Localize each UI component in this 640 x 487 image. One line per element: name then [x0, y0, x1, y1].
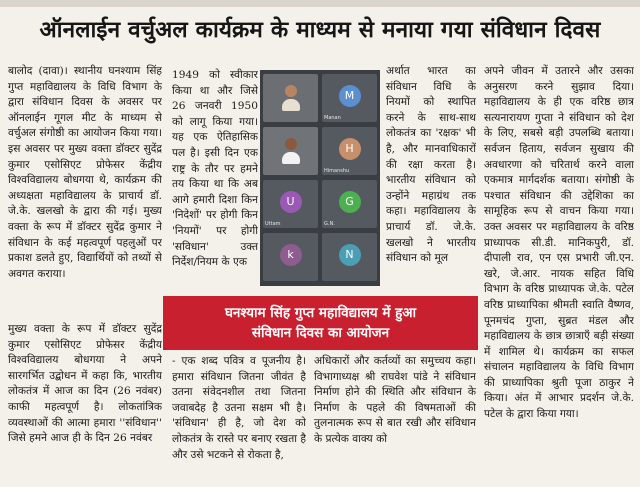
paragraph: अपने जीवन में उतारने और उसका अनुसरण करने सुझाव दिया। महाविद्यालय के ही एक वरिष्ठ छात्र सत्यनारायण गुप्ता ने संविधान को देश के लिए, सबसे बड़ी उपलब्धि बताया। सर्वजन हिताय, सर्वजन सुखाय की अवधारणा को चरितार्थ करने वाला एकमात्र मार्गदर्शक बताया। संगोष्ठी के पश्चात संविधान की उद्देशिका का सामूहिक रूप से वाचन किया गया। उक्त अवसर पर महाविद्यालय के वरिष्ठ प्राध्यापक सी.डी. मानिकपुरी, डॉ. दीपाली राव, एन एस प्रभारी जी.एन. खरे, जे.आर. नायक सहित विधि विभाग के वरिष्ठ प्राध्यापक जे.के. पटेल वरिष्ठ प्राध्यापिका श्रीमती स्वाति वैष्णव, पूनमचंद गुप्ता, सुब्रत मंडल और महाविद्यालय के छात्र छात्राएँ बड़ी संख्या में शामिल थे। कार्यक्रम का सफल संचालन महाविद्यालय के विधि विभाग की प्राध्यापिका श्रुती पूजा ठाकुर ने किया। अंत में आभार प्रदर्शन जे.के. पटेल के द्वारा किया गया।	[484, 65, 634, 421]
avatar: M	[339, 85, 361, 107]
paragraph: - एक शब्द पवित्र व पूजनीय है। हमारा संविधान जितना जीवंत है उतना संवेदनशील तथा जितना जवाबदेह है उतना सक्षम भी है। 'संविधान' ही है, जो देश को लोकतंत्र के रास्ते पर बनाए रखता है और उसे भटकने से रोकता है,	[172, 355, 306, 461]
avatar: k	[280, 244, 302, 266]
video-tile	[322, 74, 377, 122]
avatar: G	[339, 191, 361, 213]
column-1-bottom	[8, 322, 162, 482]
subheadline-banner	[163, 296, 478, 350]
banner-line-1: घनश्याम सिंह गुप्त महाविद्यालय में हुआ	[224, 305, 417, 321]
avatar: H	[339, 138, 361, 160]
video-tile-speaker	[263, 127, 318, 175]
column-2-bottom	[172, 354, 306, 482]
paragraph: 1949 को स्वीकार किया था और जिसे 26 जनवरी 1950 को लागू किया गया। यह एक ऐतिहासिक पल है। इसी दिन एक राष्ट्र के तौर पर हमने तय किया था कि अब आगे हमारी दिशा किन 'निदेशों' पर होगी किन 'नियमों' पर होगी 'सविधान' उक्त निर्देश/नियम के एक	[172, 69, 258, 269]
video-tile	[263, 233, 318, 281]
participant-name: Himanshu	[324, 168, 350, 174]
video-tile	[322, 233, 377, 281]
avatar: N	[339, 244, 361, 266]
video-tile	[322, 127, 377, 175]
person-figure	[282, 138, 300, 164]
participant-name: Uttam	[265, 221, 281, 227]
column-2-top	[172, 68, 258, 290]
column-1-top	[8, 64, 162, 314]
video-tile	[263, 180, 318, 228]
column-3-top	[386, 64, 476, 292]
paragraph: मुख्य वक्ता के रूप में डॉक्टर सुदेंद्र कुमार एसोसिएट प्रोफेसर केंद्रीय विश्वविद्यालय बोधगया ने अपने सारगर्भित उद्बोधन में कहा कि, भारतीय लोकतंत्र में आज का दिन (26 नवंबर) काफी महत्वपूर्ण है। लोकतांत्रिक व्यवस्थाओं की आत्मा हमारा ''संविधान'' जिसे हमने आज ही के दिन 26 नवंबर	[8, 323, 162, 445]
banner-line-2: संविधान दिवस का आयोजन	[251, 325, 390, 341]
paragraph: अधिकारों और कर्तव्यों का समुच्चय कहा। विभागाध्यक्ष श्री राघवेश पांडे ने संविधान निर्माण होने की स्थिति और संविधान के निर्माण के पहले की विषमताओं की तुलनात्मक रूप से बात रखी और संविधान के प्रत्येक वाक्य को	[314, 355, 476, 445]
article-headline: ऑनलाईन वर्चुअल कार्यक्रम के माध्यम से मनाया गया संविधान दिवस	[39, 17, 601, 43]
video-tile	[322, 180, 377, 228]
avatar: U	[280, 191, 302, 213]
column-4	[484, 64, 634, 482]
column-3-bottom	[314, 354, 476, 482]
person-figure	[282, 85, 300, 111]
participant-name: Manan	[324, 115, 341, 121]
participant-name: G.N.	[324, 221, 335, 227]
paragraph: अर्थात भारत का संविधान विधि के नियमों को स्थापित करने के साथ-साथ लोकतंत्र का 'रक्षक' भी है, और मानवाधिकारों की रक्षा करता है। भारतीय संविधान को उन्होंने महाग्रंथ तक कहा। महाविद्यालय के प्राचार्य डॉ. जे.के. खलखो ने भारतीय संविधान को मूल	[386, 65, 476, 265]
paragraph: बालोद (दावा)। स्थानीय घनश्याम सिंह गुप्त महाविद्यालय के विधि विभाग के द्वारा संविधान दिवस के अवसर पर ऑनलाईन गूगल मीट के माध्यम से वर्चुअल संगोष्ठी का आयोजन किया गया। इस अवसर पर मुख्य वक्ता डॉक्टर सुदेंद्र कुमार एसोसिएट प्रोफेसर केंद्रीय विश्वविद्यालय बोधगया थे, कार्यक्रम की अध्यक्षता महाविद्यालय के प्राचार्य डॉ. जे.के. खलखो के द्वारा की गई। मुख्य वक्ता के रूप में डॉक्टर सुदेंद्र कुमार ने संविधान के कई महत्वपूर्ण पहलुओं पर प्रकाश डलते हुए, विद्यार्थियों को तथ्यों से अवगत कराया।	[8, 65, 162, 280]
meeting-photo	[260, 70, 380, 286]
video-tile-speaker	[263, 74, 318, 122]
top-strip	[0, 0, 640, 7]
